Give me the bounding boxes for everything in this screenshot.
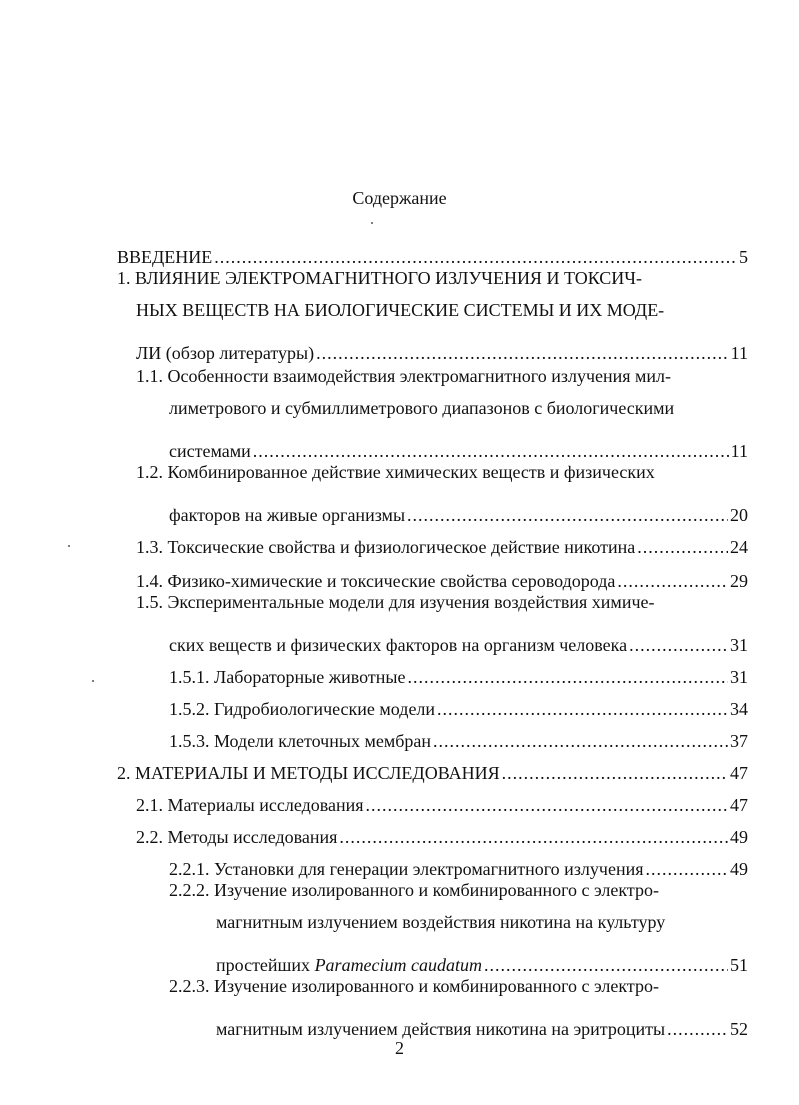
toc-entry-2-1[interactable] (136, 784, 748, 816)
toc-entry-2-2-2-line2[interactable] (216, 912, 665, 944)
toc-entry-text: 2.2.2. Изучение изолированного и комбинированного с электро- (169, 880, 659, 900)
leader-dots (637, 537, 728, 558)
toc-entry-chapter1-line2[interactable] (136, 300, 664, 332)
toc-entry-1-1-line2[interactable] (169, 398, 674, 430)
toc-entry-text: НЫХ ВЕЩЕСТВ НА БИОЛОГИЧЕСКИЕ СИСТЕМЫ И ИХ МОДЕ- (136, 300, 665, 320)
toc-page-number: 20 (730, 505, 748, 525)
toc-entry-1-5-1[interactable] (169, 656, 748, 688)
leader-dots (437, 699, 728, 720)
toc-entry-text: 2.1. Материалы исследования (136, 795, 364, 815)
toc-page-number: 47 (730, 763, 748, 783)
toc-page-number: 31 (730, 635, 748, 655)
toc-entry-chapter2[interactable] (117, 752, 748, 784)
toc-page-number: 29 (730, 571, 748, 591)
toc-entry-text: системами (169, 441, 251, 461)
toc-entry-1-1-line3[interactable] (169, 430, 748, 462)
toc-entry-text: ВВЕДЕНИЕ (117, 247, 213, 267)
toc-entry-1-1-line1[interactable] (136, 366, 671, 398)
toc-entry-text: магнитным излучением воздействия никотина на культуру (216, 912, 666, 932)
toc-entry-text: 2.2.1. Установки для генерации электромагнитного излучения (169, 859, 644, 879)
toc-entry-text: 1. ВЛИЯНИЕ ЭЛЕКТРОМАГНИТНОГО ИЗЛУЧЕНИЯ И ТОКСИЧ- (117, 268, 642, 288)
leader-dots (646, 859, 729, 880)
toc-entry-2-2[interactable] (136, 816, 748, 848)
toc-entry-2-2-3-line2[interactable] (216, 1008, 748, 1040)
toc-entry-text: факторов на живые организмы (169, 505, 406, 525)
leader-dots (408, 667, 728, 688)
toc-entry-1-5-3[interactable] (169, 720, 748, 752)
toc-entry-chapter1-line1[interactable] (117, 268, 642, 300)
toc-page-number: 49 (730, 827, 748, 847)
toc-entry-text: 2. МАТЕРИАЛЫ И МЕТОДЫ ИССЛЕДОВАНИЯ (117, 763, 500, 783)
toc-entry-text: 1.2. Комбинированное действие химических веществ и физических (136, 462, 655, 482)
toc-entry-1-3[interactable] (136, 526, 748, 558)
leader-dots (502, 763, 728, 784)
toc-entry-text: 1.5. Экспериментальные модели для изучения воздействия химиче- (136, 592, 655, 612)
toc-entry-text: 2.2.3. Изучение изолированного и комбинированного с электро- (169, 976, 659, 996)
toc-entry-1-2-line1[interactable] (136, 462, 655, 494)
scan-speck (92, 680, 94, 682)
toc-entry-2-2-2-line1[interactable] (169, 880, 659, 912)
leader-dots (667, 1019, 728, 1040)
toc-page-number: 37 (730, 731, 748, 751)
scan-speck (68, 545, 70, 547)
toc-entry-text: 1.1. Особенности взаимодействия электромагнитного излучения мил- (136, 366, 672, 386)
species-name: Paramecium caudatum (314, 955, 483, 975)
scan-speck (371, 222, 373, 224)
toc-entry-text: 1.4. Физико-химические и токсические свойства сероводорода (136, 571, 616, 591)
toc-page-number: 11 (730, 343, 748, 363)
toc-entry-text (216, 955, 482, 976)
toc-page-number: 51 (730, 955, 748, 975)
toc-page-number: 52 (730, 1019, 748, 1039)
toc-entry-text: 1.5.1. Лабораторные животные (169, 667, 406, 687)
leader-dots (484, 955, 728, 976)
toc-page-number: 31 (730, 667, 748, 687)
leader-dots (629, 635, 728, 656)
toc-page-number: 11 (730, 441, 748, 461)
toc-entry-text: магнитным излучением действия никотина на эритроциты (216, 1019, 666, 1039)
leader-dots (339, 827, 728, 848)
toc-page-number: 47 (730, 795, 748, 815)
leader-dots (366, 795, 728, 816)
toc-page-number: 49 (730, 859, 748, 879)
toc-entry-text: ских веществ и физических факторов на организм человека (169, 635, 628, 655)
leader-dots (253, 441, 729, 462)
page-number: 2 (395, 1038, 404, 1058)
toc-entry-text: 2.2. Методы исследования (136, 827, 338, 847)
leader-dots (407, 505, 728, 526)
toc-entry-intro[interactable] (117, 236, 748, 268)
leader-dots (214, 247, 737, 268)
leader-dots (617, 571, 728, 592)
toc-entry-1-4[interactable] (136, 560, 748, 592)
toc-entry-2-2-2-line3[interactable] (216, 944, 748, 976)
toc-entry-1-5-line2[interactable] (169, 624, 748, 656)
toc-page-number: 34 (730, 699, 748, 719)
toc-entry-1-5-line1[interactable] (136, 592, 654, 624)
toc-entry-text: 1.5.3. Модели клеточных мембран (169, 731, 432, 751)
toc-entry-text: ЛИ (обзор литературы) (136, 343, 315, 363)
toc-entry-text: лиметрового и субмиллиметрового диапазонов с биологическими (169, 398, 675, 418)
page-title: Содержание (352, 188, 447, 208)
leader-dots (433, 731, 728, 752)
toc-page-number: 24 (730, 537, 748, 557)
toc-entry-text: 1.3. Токсические свойства и физиологическое действие никотина (136, 537, 636, 557)
toc-entry-1-5-2[interactable] (169, 688, 748, 720)
toc-entry-2-2-1[interactable] (169, 848, 748, 880)
toc-entry-1-2-line2[interactable] (169, 494, 748, 526)
toc-entry-text: 1.5.2. Гидробиологические модели (169, 699, 436, 719)
toc-entry-chapter1-line3[interactable] (136, 332, 748, 364)
toc-page-number: 5 (739, 247, 748, 267)
leader-dots (316, 343, 729, 364)
toc-entry-2-2-3-line1[interactable] (169, 976, 659, 1008)
toc-entry-text-prefix: простейших (216, 955, 315, 975)
